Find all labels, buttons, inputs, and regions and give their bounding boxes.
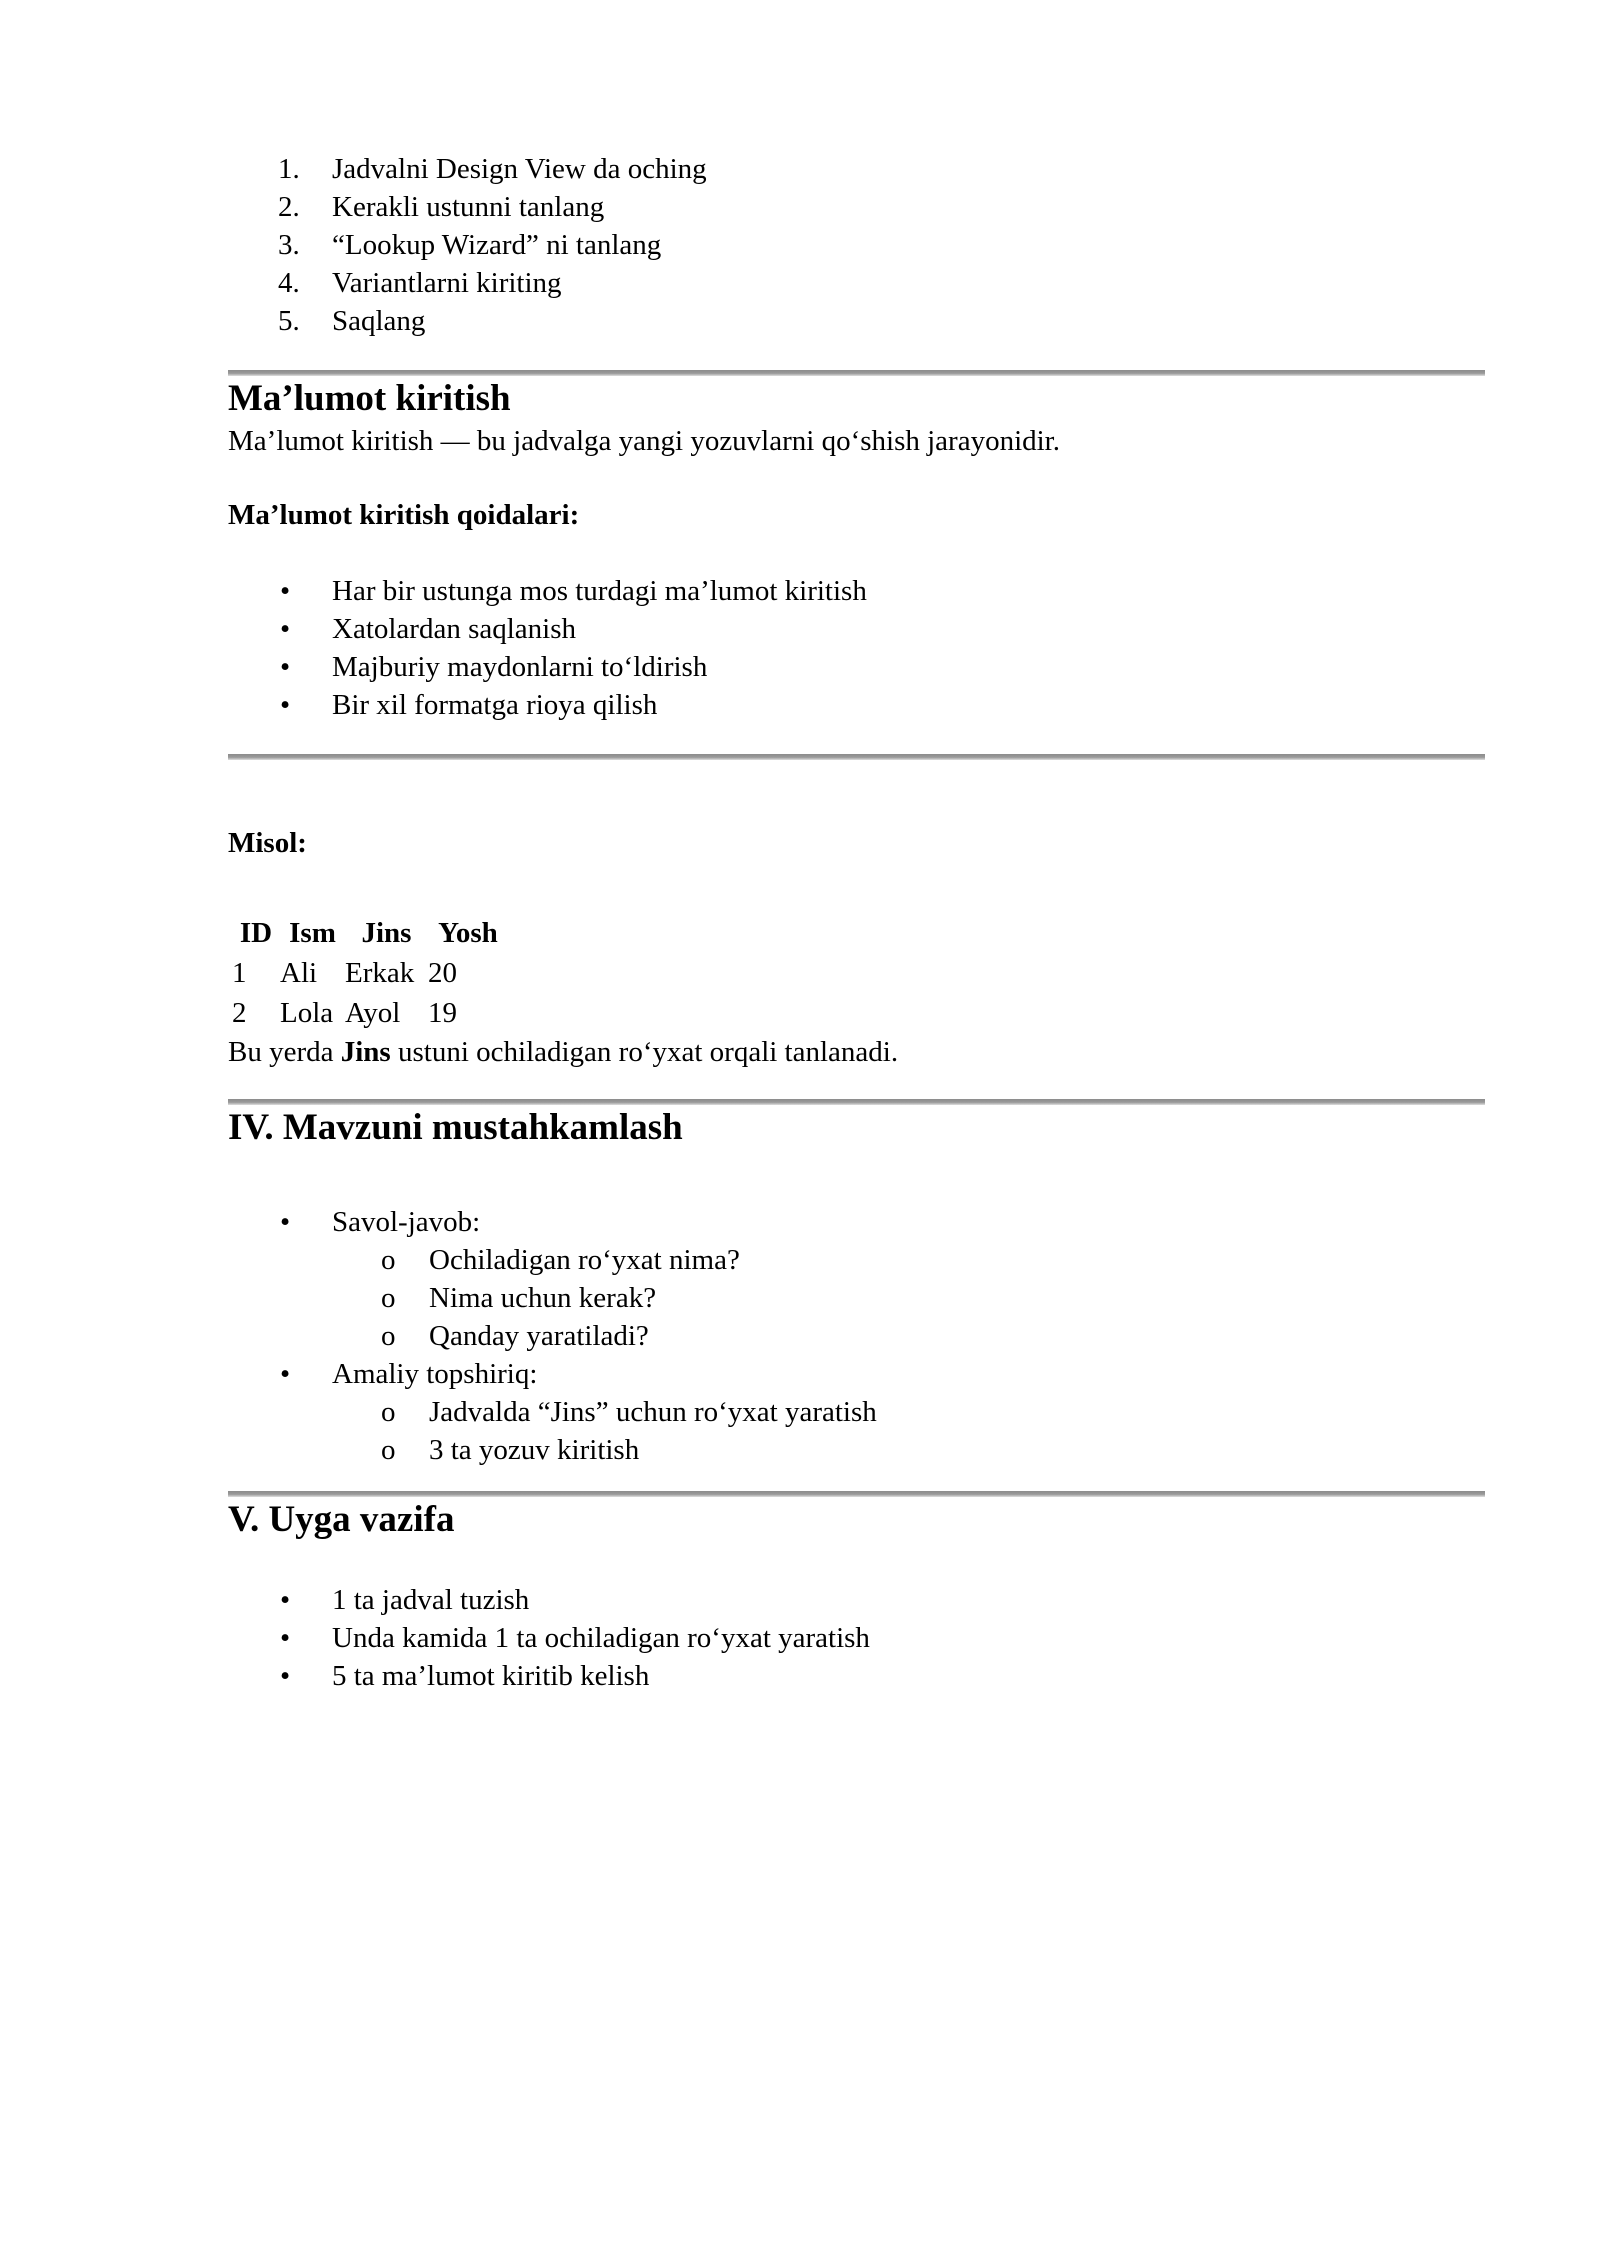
rule-item-1: • Har bir ustunga mos turdagi ma’lumot kiritish (332, 572, 1485, 610)
horizontal-rule-2 (228, 754, 1485, 760)
cell-yosh: 19 (428, 997, 457, 1029)
sub-item: o Nima uchun kerak? (429, 1279, 1485, 1317)
savol-javob-sublist (332, 1241, 1485, 1355)
cell-jins: Erkak (345, 957, 415, 989)
sub-item: o Jadvalda “Jins” uchun ro‘yxat yaratish (429, 1393, 1485, 1431)
step-item-3: “Lookup Wizard” ni tanlang (332, 229, 662, 261)
note-prefix: Bu yerda (228, 1036, 341, 1068)
cell-ism: Lola (280, 997, 334, 1029)
table-header-id: ID (239, 917, 273, 949)
example-table (232, 913, 508, 1033)
list-item-savol-javob (332, 1203, 1485, 1355)
section-title-malumot-kiritish: Ma’lumot kiritish (228, 378, 511, 419)
table-header-ism: Ism (289, 917, 336, 949)
table-row (232, 993, 508, 1033)
step-item-2: Kerakli ustunni tanlang (332, 191, 605, 223)
rule-item-3: • Majburiy maydonlarni to‘ldirish (332, 648, 1485, 686)
steps-list (228, 150, 1485, 340)
homework-item-1: • 1 ta jadval tuzish (332, 1581, 1485, 1619)
sub-item: o Qanday yaratiladi? (429, 1317, 1485, 1355)
rule-item-4: • Bir xil formatga rioya qilish (332, 686, 1485, 724)
example-note-paragraph (228, 1033, 1485, 1071)
table-header-yosh: Yosh (438, 917, 498, 949)
homework-item-3: • 5 ta ma’lumot kiritib kelish (332, 1657, 1485, 1695)
list-item-label: Savol-javob: (332, 1206, 481, 1238)
note-suffix: ustuni ochiladigan ro‘yxat orqali tanlanadi. (390, 1036, 899, 1068)
section-title-uyga-vazifa: V. Uyga vazifa (228, 1499, 455, 1540)
step-item-1: Jadvalni Design View da oching (332, 153, 707, 185)
rule-item-2: • Xatolardan saqlanish (332, 610, 1485, 648)
example-label: Misol: (228, 827, 307, 859)
cell-ism: Ali (280, 957, 318, 989)
homework-item-2: • Unda kamida 1 ta ochiladigan ro‘yxat yaratish (332, 1619, 1485, 1657)
table-header-row (232, 913, 508, 953)
cell-jins: Ayol (345, 997, 401, 1029)
rules-list (228, 572, 1485, 724)
list-item-label: Amaliy topshiriq: (332, 1358, 538, 1390)
amaliy-topshiriq-sublist (332, 1393, 1485, 1469)
malumot-intro-paragraph: Ma’lumot kiritish — bu jadvalga yangi yozuvlarni qo‘shish jarayonidir. (228, 425, 1060, 457)
sub-item: o 3 ta yozuv kiritish (429, 1431, 1485, 1469)
step-item-5: Saqlang (332, 305, 426, 337)
reinforcement-list (228, 1203, 1485, 1469)
homework-list (228, 1581, 1485, 1695)
cell-yosh: 20 (428, 957, 457, 989)
table-header-jins: Jins (361, 917, 412, 949)
sub-item: o Ochiladigan ro‘yxat nima? (429, 1241, 1485, 1279)
table-row (232, 953, 508, 993)
step-item-4: Variantlarni kiriting (332, 267, 562, 299)
cell-id: 1 (232, 957, 247, 989)
rules-label: Ma’lumot kiritish qoidalari: (228, 499, 580, 531)
cell-id: 2 (232, 997, 247, 1029)
list-item-amaliy-topshiriq (332, 1355, 1485, 1469)
note-bold-jins: Jins (340, 1036, 391, 1068)
section-title-mavzuni-mustahkamlash: IV. Mavzuni mustahkamlash (228, 1107, 683, 1148)
